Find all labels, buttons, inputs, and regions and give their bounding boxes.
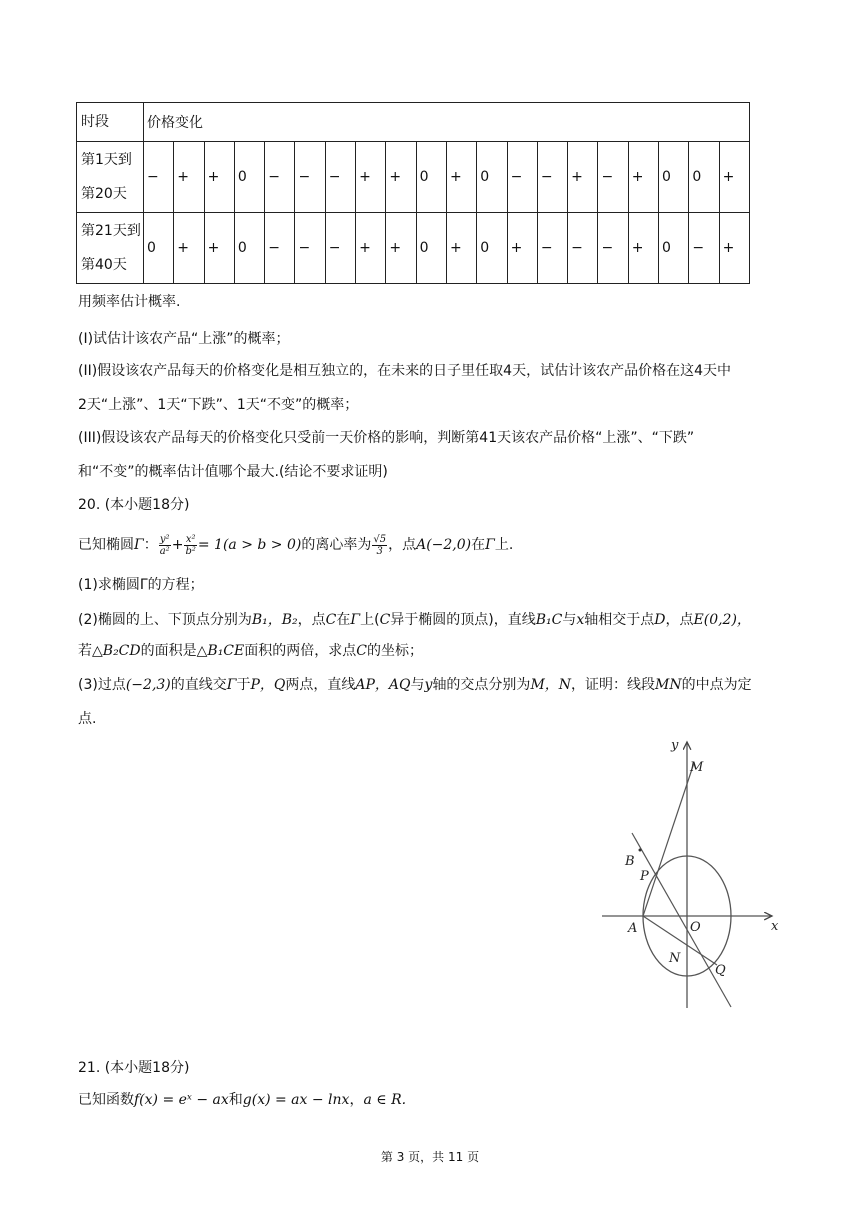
point-a: A(−2,0) [416,537,472,553]
price-change-cell: − [144,142,174,213]
period-label: 第21天到第40天 [77,213,144,284]
price-change-cell: + [446,213,476,284]
price-change-cell: − [265,142,295,213]
q2-text: ，点 [297,612,326,628]
label-o: O [690,920,701,935]
point-c: C [379,612,391,628]
q2-text: 轴相交于点 [584,612,655,628]
label-p: P [640,869,649,884]
lines-ap-aq: AP，AQ [355,677,411,693]
label-q: Q [715,963,726,978]
fraction-x2-b2 [184,534,196,557]
q2-text: 若△ [78,643,103,659]
question-ii-line2: 2天“上涨”、1天“下跌”、1天“不变”的概率； [78,397,359,413]
point-neg2-3: (−2,3) [125,677,171,693]
price-change-cell: 0 [234,142,264,213]
price-change-cell: 0 [689,142,719,213]
gamma-symbol: Γ [485,537,495,553]
intro-text: 上. [494,537,514,553]
table-row [77,213,750,284]
price-change-cell: 0 [659,142,689,213]
a-in-r: a ∈ R. [363,1092,407,1108]
gamma-symbol: Γ [226,677,237,693]
price-change-table [76,102,750,284]
price-change-cell: − [568,213,598,284]
problem-20-heading: 20. (本小题18分) [78,497,190,513]
point-c: C [356,643,367,659]
price-change-cell: − [325,142,355,213]
price-change-cell: + [719,213,749,284]
q3-text: 的直线交 [170,677,227,693]
price-change-cell: + [568,142,598,213]
point-e: E(0,2)， [693,612,751,628]
problem-20-q2-line1 [78,610,751,630]
price-change-cell: + [628,213,658,284]
problem-20-q3-line2: 点. [78,711,97,727]
q3-text: 轴的交点分别为 [432,677,531,693]
intro-text: 已知椭圆 [78,537,134,553]
fraction-y2-a2 [159,534,171,557]
denominator: b² [185,545,196,557]
label-a: A [628,921,638,936]
price-change-cell: − [507,142,537,213]
price-change-cell: 0 [477,142,507,213]
problem-20-q2-line2 [78,641,423,661]
intro-text: ，点 [388,537,417,553]
price-change-cell: + [356,142,386,213]
q3-text: 的中点为定 [681,677,752,693]
price-change-cell: 0 [416,142,446,213]
points-p-q: P，Q [250,677,286,693]
price-change-cell: − [537,142,567,213]
denominator: 3 [376,545,383,557]
problem-20-q3-line1 [78,675,752,695]
price-change-cell: 0 [659,213,689,284]
question-i: (I)试估计该农产品“上涨”的概率； [78,331,290,347]
price-change-cell: + [204,213,234,284]
price-change-cell: 0 [144,213,174,284]
label-y: y [671,738,679,753]
q3-text: ，证明：线段 [571,677,656,693]
price-change-cell: − [295,142,325,213]
intro-text: 的离心率为 [301,537,372,553]
q3-text: 于 [236,677,251,693]
y-variable: y [424,677,433,693]
price-change-cell: + [628,142,658,213]
segment-mn: MN [655,677,682,693]
q2-text: 面积的两倍，求点 [244,643,357,659]
frequency-note: 用频率估计概率. [78,294,181,310]
gamma-symbol: Γ [350,612,361,628]
q2-text: 的坐标； [366,643,423,659]
table-row [77,142,750,213]
problem-21-heading: 21. (本小题18分) [78,1060,190,1076]
price-change-cell: + [386,142,416,213]
price-change-cell: − [598,213,628,284]
price-change-cell: − [265,213,295,284]
price-change-cell: + [174,142,204,213]
label-n: N [669,951,681,966]
problem-20-intro: 已知椭圆Γ： $\frac{\text{y²}}{\text{a²}}$ + $\frac{\text{x²}}{\text{b²}}$ = 1(a > b > 0)的离心率为 $\frac{√5}{3}$ ，点A(−2,0)在Γ上. [78,533,514,557]
intro-text: 在 [471,537,486,553]
line-b1c: B₁C [535,612,563,628]
q3-text: (3)过点 [78,677,126,693]
point-d: D [654,612,666,628]
q2-text: (2)椭圆的上、下顶点分别为 [78,612,252,628]
x-variable: x [576,612,585,628]
q2-text: 与 [562,612,577,628]
numerator: x² [185,533,196,545]
numerator: √5 [373,533,387,545]
period-label: 第1天到第20天 [77,142,144,213]
intro-text: 和 [228,1092,243,1108]
q2-text: ，点 [665,612,694,628]
problem-20-q1: (1)求椭圆Γ的方程； [78,577,204,593]
price-change-cell: 0 [477,213,507,284]
intro-text: ， [349,1092,364,1108]
price-change-cell: − [598,142,628,213]
vertices-b1-b2: B₁，B₂ [251,612,298,628]
q2-text: 异于椭圆的顶点)，直线 [390,612,536,628]
price-change-cell: − [295,213,325,284]
price-change-cell: + [356,213,386,284]
triangle-b1ce: B₁CE [207,643,245,659]
price-change-cell: − [689,213,719,284]
q2-text: 的面积是△ [140,643,208,659]
function-g: g(x) = ax − lnx [242,1092,350,1108]
price-change-cell: − [537,213,567,284]
price-change-cell: 0 [234,213,264,284]
q2-text: 上( [360,612,380,628]
q3-text: 两点，直线 [285,677,356,693]
price-change-cell: + [507,213,537,284]
line-bq [632,833,731,1007]
q2-text: 在 [336,612,351,628]
question-ii-line1: (II)假设该农产品每天的价格变化是相互独立的，在未来的日子里任取4天，试估计该农产品价格在这4天中 [78,363,731,379]
intro-text: 已知函数 [78,1092,134,1108]
price-change-cell: + [386,213,416,284]
price-change-cell: + [719,142,749,213]
question-iii-line2: 和“不变”的概率估计值哪个最大.(结论不要求证明) [78,464,388,480]
label-b: B [625,854,635,869]
price-change-cell: 0 [416,213,446,284]
equation-rest: = 1(a > b > 0) [197,537,302,553]
period-header: 时段 [77,103,144,142]
point-c: C [325,612,337,628]
problem-21-intro [78,1090,406,1110]
price-change-cell: + [446,142,476,213]
question-iii-line1: (III)假设该农产品每天的价格变化只受前一天价格的影响，判断第41天该农产品价格“上涨”、“下跌” [78,430,695,446]
function-f: f(x) = eˣ − ax [134,1092,229,1108]
page-footer: 第 3 页，共 11 页 [380,1150,480,1164]
label-x: x [771,919,779,934]
price-change-cell: − [325,213,355,284]
point-b-dot [639,849,642,852]
label-m: M [690,760,704,775]
line-am [643,763,694,916]
ellipse-figure [600,730,790,1020]
gamma-symbol: Γ [134,537,144,553]
points-m-n: M，N [530,677,572,693]
fraction-sqrt5-3 [372,534,387,557]
triangle-b2cd: B₂CD [102,643,141,659]
price-change-cell: + [174,213,204,284]
numerator: y² [159,533,170,545]
denominator: a² [159,545,170,557]
price-change-header: 价格变化 [144,103,750,142]
price-change-cell: + [204,142,234,213]
q3-text: 与 [410,677,425,693]
